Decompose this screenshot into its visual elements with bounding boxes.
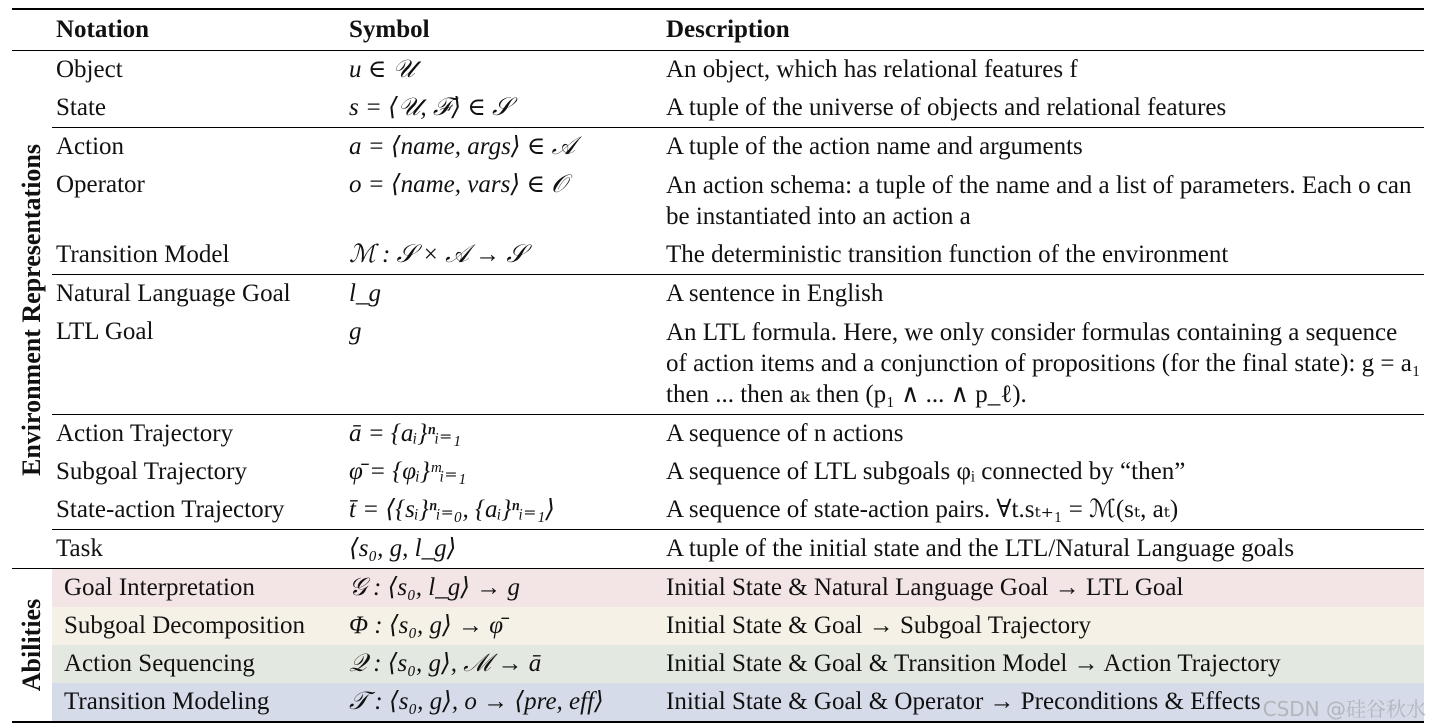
row-description: A tuple of the initial state and the LTL/Natural Language goals [662, 530, 1424, 569]
row-symbol: a = ⟨name, args⟩ ∈ 𝒜 [343, 128, 662, 167]
header-corner [12, 9, 52, 51]
row-symbol: φ̄ = {φᵢ}ᵐᵢ₌₁ [349, 458, 467, 485]
row-description: Initial State & Goal → Subgoal Trajectory [662, 607, 1424, 645]
row-description: Initial State & Goal & Transition Model → Action Trajectory [662, 645, 1424, 683]
row-notation: LTL Goal [56, 318, 154, 345]
row-description: Initial State & Goal & Operator → Preconditions & Effects [662, 683, 1424, 722]
table-row [12, 683, 1424, 722]
row-symbol: 𝒢 : ⟨s₀, l_g⟩ → g [343, 569, 662, 608]
row-symbol: ℳ : 𝒮 × 𝒜 → 𝒮 [349, 241, 526, 268]
env-side-label: Environment Representations [17, 143, 46, 476]
watermark: CSDN @硅谷秋水 [1262, 697, 1426, 721]
row-notation: Natural Language Goal [52, 275, 343, 314]
row-notation: Transition Model [56, 241, 230, 268]
row-description: A sequence of state-action pairs. ∀t.sₜ₊₁ = ℳ(sₜ, aₜ) [666, 496, 1179, 523]
row-description: An LTL formula. Here, we only consider formulas containing a sequence of action items and a conjunction of propositions (for the final state): g = a₁ then ... then aₖ then (p₁ ∧ ... ∧ p_ℓ). [666, 319, 1421, 408]
table-row [12, 51, 1424, 90]
row-description: A sequence of LTL subgoals φᵢ connected by “then” [666, 458, 1186, 485]
table-row [12, 128, 1424, 167]
row-description: Initial State & Natural Language Goal → LTL Goal [662, 569, 1424, 608]
table-row [12, 89, 1424, 128]
row-description: A tuple of the universe of objects and relational features [666, 94, 1227, 121]
env-side-label-cell [12, 51, 52, 569]
table-row [12, 645, 1424, 683]
header-notation: Notation [56, 16, 150, 43]
table-row [12, 530, 1424, 569]
row-symbol: 𝒯 : ⟨s₀, g⟩, o → ⟨pre, eff⟩ [343, 683, 662, 722]
row-symbol: ā = {aᵢ}ⁿᵢ₌₁ [343, 415, 662, 454]
row-symbol: g [349, 318, 362, 345]
table-row [12, 236, 1424, 275]
row-notation: Subgoal Trajectory [56, 458, 247, 485]
row-notation: Action [52, 128, 343, 167]
table-row [12, 607, 1424, 645]
table-row [12, 275, 1424, 314]
row-symbol: l_g [343, 275, 662, 314]
row-notation: State-action Trajectory [56, 496, 285, 523]
row-notation: Transition Modeling [52, 683, 343, 722]
table-row [12, 313, 1424, 415]
row-description: A sentence in English [662, 275, 1424, 314]
table-row [12, 491, 1424, 530]
row-symbol: o = ⟨name, vars⟩ ∈ 𝒪 [349, 171, 567, 198]
row-notation: Goal Interpretation [52, 569, 343, 608]
table-header-row [12, 9, 1424, 51]
row-description: An action schema: a tuple of the name and a list of parameters. Each o can be instantiated into an action a [666, 172, 1412, 230]
row-symbol: Φ : ⟨s₀, g⟩ → φ̄ [343, 607, 662, 645]
row-notation: Object [56, 56, 123, 83]
row-notation: Action Trajectory [52, 415, 343, 454]
table-row [12, 415, 1424, 454]
table-row [12, 453, 1424, 491]
table-row [12, 569, 1424, 608]
row-notation: Action Sequencing [52, 645, 343, 683]
row-symbol: t̄ = ⟨{sᵢ}ⁿᵢ₌₀, {aᵢ}ⁿᵢ₌₁⟩ [349, 496, 555, 523]
row-notation: Task [52, 530, 343, 569]
notation-table-container [12, 8, 1424, 723]
abilities-side-label: Abilities [17, 598, 46, 692]
row-symbol: s = ⟨𝒰, ℱ⟩ ∈ 𝒮 [349, 94, 512, 121]
header-symbol: Symbol [349, 16, 430, 43]
row-notation: State [56, 94, 106, 121]
row-description: An object, which has relational features f [666, 56, 1078, 83]
row-notation: Operator [56, 171, 145, 198]
notation-table [12, 8, 1424, 723]
row-symbol: ⟨s₀, g, l_g⟩ [343, 530, 662, 569]
abilities-side-label-cell [12, 569, 52, 723]
header-description: Description [666, 16, 790, 43]
row-description: The deterministic transition function of the environment [666, 241, 1229, 268]
row-symbol: 𝒬 : ⟨s₀, g⟩, ℳ → ā [343, 645, 662, 683]
row-description: A sequence of n actions [662, 415, 1424, 454]
row-notation: Subgoal Decomposition [52, 607, 343, 645]
row-symbol: u ∈ 𝒰 [349, 56, 416, 83]
table-row [12, 166, 1424, 236]
row-description: A tuple of the action name and arguments [662, 128, 1424, 167]
